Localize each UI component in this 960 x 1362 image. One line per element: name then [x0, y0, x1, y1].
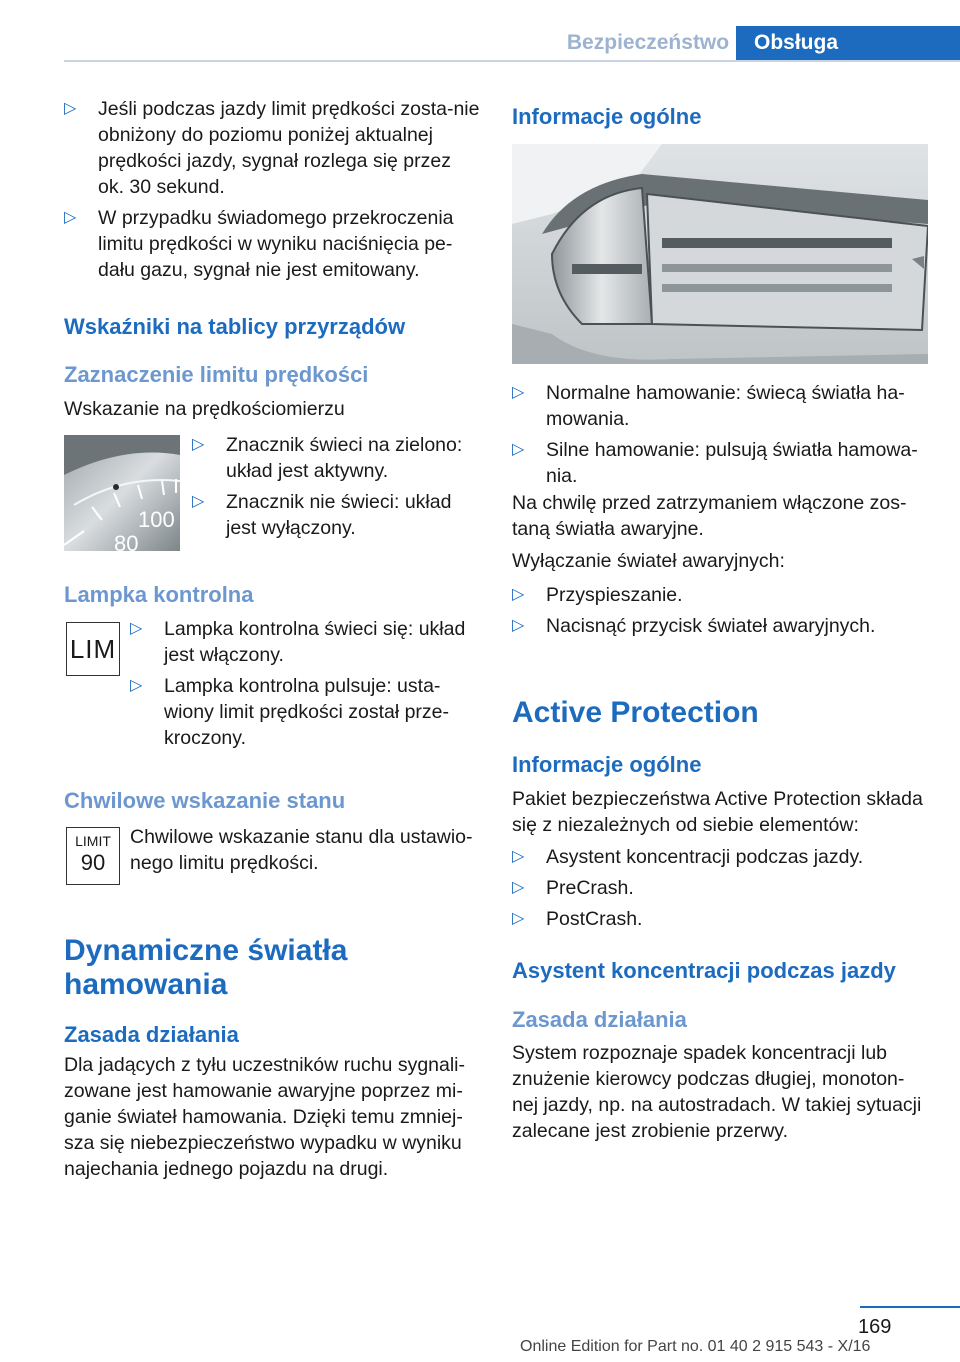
speedo-label-100: 100	[138, 507, 175, 532]
heading-active-protection: Active Protection	[512, 696, 759, 729]
heading-info: Informacje ogólne	[512, 104, 702, 129]
header-active-tab: Obsługa	[736, 26, 960, 62]
wylaczanie-bullet-list	[512, 582, 930, 644]
list-item: ▷ Normalne hamowanie: świecą światła ha‐mowania.	[512, 382, 905, 430]
header-section-tab: Bezpieczeństwo	[566, 31, 730, 54]
list-item: ▷ Lampka kontrolna pulsuje: usta‐wiony limit prędkości został prze‐kroczony.	[130, 675, 450, 749]
heading-zaznaczenie: Zaznaczenie limitu prędkości	[64, 362, 369, 387]
list-item: ▷ Nacisnąć przycisk świateł awaryjnych.	[512, 615, 876, 637]
list-item: ▷ PostCrash.	[512, 908, 643, 930]
list-item: ▷ W przypadku świadomego przekroczenia limitu prędkości w wyniku naciśnięcia pe‐dału gazu, sygnał nie jest emitowany.	[64, 207, 454, 281]
triangle-bullet-icon: ▷	[64, 209, 77, 226]
speedometer-image	[64, 435, 180, 551]
list-item: ▷ Silne hamowanie: pulsują światła hamowa‐nia.	[512, 439, 918, 487]
heading-info2: Informacje ogólne	[512, 752, 702, 777]
heading-wskazniki: Wskaźniki na tablicy przyrządów	[64, 314, 406, 339]
list-item: ▷ Przyspieszanie.	[512, 584, 683, 606]
heading-lampka: Lampka kontrolna	[64, 582, 254, 607]
triangle-bullet-icon: ▷	[512, 879, 525, 896]
paragraph-chwile: Na chwilę przed zatrzymaniem włączone zos‐taną światła awaryjne.	[512, 492, 907, 540]
heading-asystent: Asystent koncentracji podczas jazdy	[512, 958, 896, 983]
triangle-bullet-icon: ▷	[130, 677, 143, 694]
paragraph-system: System rozpoznaje spadek koncentracji lub znużenie kierowcy podczas długiej, monoton‐nej jazdy, np. na autostradach. W takiej sytuacji zalecane jest zrobienie przerwy.	[512, 1042, 922, 1142]
page-number: 169	[858, 1316, 892, 1338]
lim-indicator-icon: LIM	[66, 622, 120, 676]
header-rule	[64, 60, 960, 62]
list-item: ▷ Jeśli podczas jazdy limit prędkości zosta‐nie obniżony do poziomu poniżej aktualnej prędkości jazdy, sygnał rozlega się przez ok. 30 sekund.	[64, 98, 480, 198]
speedo-label-80: 80	[114, 531, 139, 551]
triangle-bullet-icon: ▷	[512, 617, 525, 634]
triangle-bullet-icon: ▷	[130, 620, 143, 637]
light-bullet-list	[512, 380, 930, 494]
triangle-bullet-icon: ▷	[64, 100, 77, 117]
triangle-bullet-icon: ▷	[512, 586, 525, 603]
paragraph-wylaczanie: Wyłączanie świateł awaryjnych:	[512, 550, 785, 572]
triangle-bullet-icon: ▷	[512, 848, 525, 865]
edition-line: Online Edition for Part no. 01 40 2 915 543 - X/16	[520, 1338, 871, 1355]
heading-dynamiczne: Dynamiczne światła hamowania	[64, 934, 348, 1001]
list-item: ▷ Znacznik świeci na zielono: układ jest aktywny.	[192, 434, 463, 482]
triangle-bullet-icon: ▷	[512, 441, 525, 458]
triangle-bullet-icon: ▷	[192, 436, 205, 453]
limit-90-icon: LIMIT 90	[66, 827, 120, 885]
triangle-bullet-icon: ▷	[192, 493, 205, 510]
list-item: ▷ PreCrash.	[512, 877, 634, 899]
pakiet-bullet-list	[512, 844, 930, 937]
triangle-bullet-icon: ▷	[512, 910, 525, 927]
heading-zasada: Zasada działania	[64, 1022, 239, 1047]
top-bullet-list	[64, 96, 480, 283]
list-item: ▷ Asystent koncentracji podczas jazdy.	[512, 846, 864, 868]
speedo-bullet-list	[192, 432, 480, 546]
list-item: ▷ Znacznik nie świeci: układ jest wyłączony.	[192, 491, 452, 539]
left-column	[64, 96, 480, 288]
paragraph-zasada: Dla jadących z tyłu uczestników ruchu sygnali‐zowane jest hamowanie awaryjne poprzez mi‐ganie świateł hamowania. Dzięki temu zmniej‐sza się niebezpieczeństwo wypadku w wyniku najechania jednego pojazdu na drugi.	[64, 1054, 466, 1180]
footer-rule	[860, 1306, 960, 1308]
tail-light-image	[512, 144, 928, 364]
heading-chwilowe: Chwilowe wskazanie stanu	[64, 788, 346, 813]
paragraph-wskazanie: Wskazanie na prędkościomierzu	[64, 398, 345, 420]
heading-zasada2: Zasada działania	[512, 1007, 687, 1032]
list-item: ▷ Lampka kontrolna świeci się: układ jest włączony.	[130, 618, 466, 666]
triangle-bullet-icon: ▷	[512, 384, 525, 401]
paragraph-chwilowe: Chwilowe wskazanie stanu dla ustawio‐nego limitu prędkości.	[130, 826, 473, 874]
paragraph-pakiet: Pakiet bezpieczeństwa Active Protection składa się z niezależnych od siebie elementów:	[512, 788, 923, 836]
lampka-bullet-list	[130, 616, 480, 756]
